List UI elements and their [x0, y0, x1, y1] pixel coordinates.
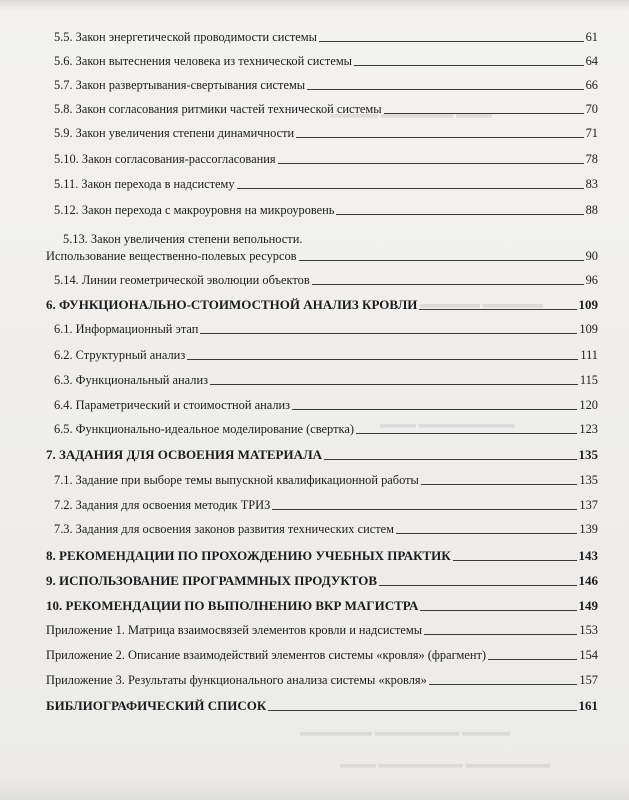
toc-chapter-title: 7. ЗАДАНИЯ ДЛЯ ОСВОЕНИЯ МАТЕРИАЛА [46, 447, 323, 462]
toc-entry-title: Приложение 2. Описание взаимодействий элементов системы «кровля» (фрагмент) [46, 648, 487, 662]
toc-entry-title: 5.13. Закон увеличения степени вепольности. [63, 232, 303, 246]
toc-appendix-2 [46, 648, 598, 663]
toc-entry-title: 5.7. Закон развертывания-свертывания системы [54, 78, 306, 92]
toc-page-number: 61 [585, 30, 598, 44]
toc-leader-line [429, 684, 578, 685]
toc-leader-line [424, 634, 577, 635]
toc-entry-6-2 [54, 348, 598, 363]
toc-bibliography [46, 698, 598, 714]
toc-entry-title: 6.2. Структурный анализ [54, 348, 186, 362]
toc-entry-5-7 [54, 78, 598, 93]
toc-chapter-8 [46, 548, 598, 564]
toc-chapter-7 [46, 447, 598, 463]
toc-leader-line [453, 560, 577, 561]
toc-entry-title: Приложение 1. Матрица взаимосвязей элементов кровли и надсистемы [46, 623, 423, 637]
toc-page-number: 109 [579, 322, 598, 336]
toc-entry-title: 6.1. Информационный этап [54, 322, 199, 336]
toc-entry-title: 5.10. Закон согласования-рассогласования [54, 152, 276, 166]
toc-page-number: 88 [585, 203, 598, 217]
toc-entry-5-13 [46, 249, 598, 264]
toc-chapter-6 [46, 297, 598, 313]
toc-leader-line [296, 137, 583, 138]
toc-entry-5-14 [54, 273, 598, 288]
show-through-text: ▬▬▬ ▬▬▬▬▬▬▬ ▬▬▬▬▬▬▬ [340, 761, 550, 775]
toc-entry-title: 5.5. Закон энергетической проводимости системы [54, 30, 317, 44]
toc-entry-5-10 [54, 152, 598, 167]
toc-entry-title: 5.6. Закон вытеснения человека из технической системы [54, 54, 353, 68]
toc-entry-continuation: Использование вещественно-полевых ресурсов [46, 249, 297, 263]
toc-page-number: 137 [579, 498, 598, 512]
toc-leader-line [312, 284, 584, 285]
toc-entry-title: 5.14. Линии геометрической эволюции объектов [54, 273, 310, 287]
toc-entry-title: 5.9. Закон увеличения степени динамичности [54, 126, 295, 140]
toc-leader-line [210, 384, 578, 385]
toc-entry-title: Приложение 3. Результаты функционального анализа системы «кровля» [46, 673, 427, 687]
toc-entry-title: 5.11. Закон перехода в надсистему [54, 177, 235, 191]
toc-leader-line [336, 214, 583, 215]
toc-entry-5-6 [54, 54, 598, 69]
toc-leader-line [200, 333, 577, 334]
toc-page-number: 149 [578, 598, 598, 613]
show-through-text: ▬▬▬▬▬▬ ▬▬▬▬▬▬▬ ▬▬▬▬ [300, 729, 510, 743]
toc-page-number: 139 [579, 522, 598, 536]
toc-entry-5-5 [54, 30, 598, 45]
show-through-text: ▬▬▬▬▬ ▬▬▬▬▬ [420, 301, 543, 315]
toc-entry-title: 7.3. Задания для освоения законов развития технических систем [54, 522, 394, 536]
toc-page-number: 109 [578, 297, 598, 312]
toc-entry-title: 6.4. Параметрический и стоимостной анализ [54, 398, 291, 412]
toc-entry-title: 6.5. Функционально-идеальное моделирование (свертка) [54, 422, 354, 436]
toc-entry-title: 7.2. Задания для освоения методик ТРИЗ [54, 498, 271, 512]
toc-entry-5-12 [54, 203, 598, 218]
toc-leader-line [488, 659, 577, 660]
toc-page-number: 71 [585, 126, 598, 140]
toc-appendix-3 [46, 673, 598, 688]
toc-entry-6-1 [54, 322, 598, 337]
toc-leader-line [384, 113, 584, 114]
toc-page-number: 153 [579, 623, 598, 637]
toc-page-number: 96 [585, 273, 598, 287]
toc-page-number: 70 [585, 102, 598, 116]
toc-chapter-title: 8. РЕКОМЕНДАЦИИ ПО ПРОХОЖДЕНИЮ УЧЕБНЫХ ПРАКТИК [46, 548, 451, 563]
toc-leader-line [272, 509, 577, 510]
toc-entry-title: 5.12. Закон перехода с макроуровня на микроуровень [54, 203, 335, 217]
toc-leader-line [420, 610, 576, 611]
toc-leader-line [268, 710, 576, 711]
toc-page-number: 78 [585, 152, 598, 166]
toc-leader-line [278, 163, 584, 164]
toc-page-number: 64 [585, 54, 598, 68]
toc-page-number: 161 [578, 698, 598, 713]
toc-chapter-title: 10. РЕКОМЕНДАЦИИ ПО ВЫПОЛНЕНИЮ ВКР МАГИСТРА [46, 598, 419, 613]
toc-page-number: 111 [580, 348, 598, 362]
toc-page-number: 120 [579, 398, 598, 412]
toc-leader-line [324, 459, 576, 460]
toc-leader-line [354, 65, 584, 66]
toc-page-number: 66 [585, 78, 598, 92]
toc-appendix-1 [46, 623, 598, 638]
toc-page-number: 143 [578, 548, 598, 563]
toc-page-number: 115 [579, 373, 598, 387]
toc-page-number: 83 [585, 177, 598, 191]
toc-leader-line [307, 89, 583, 90]
toc-entry-6-3 [54, 373, 598, 388]
toc-chapter-9 [46, 573, 598, 589]
toc-entry-title: 7.1. Задание при выборе темы выпускной квалификационной работы [54, 473, 419, 487]
toc-leader-line [299, 260, 584, 261]
toc-leader-line [292, 409, 577, 410]
toc-leader-line [419, 309, 576, 310]
show-through-text: ▬▬▬ ▬▬▬▬▬▬▬▬ [380, 421, 515, 435]
toc-page-number: 90 [585, 249, 598, 263]
toc-entry-6-4 [54, 398, 598, 413]
toc-page-number: 157 [579, 673, 598, 687]
toc-page-number: 146 [578, 573, 598, 588]
toc-entry-title: 5.8. Закон согласования ритмики частей технической системы [54, 102, 382, 116]
toc-page-number: 135 [578, 447, 598, 462]
toc-chapter-title: 9. ИСПОЛЬЗОВАНИЕ ПРОГРАММНЫХ ПРОДУКТОВ [46, 573, 378, 588]
toc-page-number: 123 [579, 422, 598, 436]
page-bottom-shadow [0, 775, 629, 800]
toc-entry-5-11 [54, 177, 598, 192]
toc-entry-5-8 [54, 102, 598, 117]
toc-leader-line [319, 41, 584, 42]
toc-leader-line [379, 585, 576, 586]
toc-entry-6-5 [54, 422, 598, 437]
toc-chapter-title: 6. ФУНКЦИОНАЛЬНО-СТОИМОСТНОЙ АНАЛИЗ КРОВЛИ [46, 297, 418, 312]
toc-entry-5-9 [54, 126, 598, 141]
toc-leader-line [421, 484, 578, 485]
toc-leader-line [187, 359, 578, 360]
toc-leader-line [396, 533, 577, 534]
show-through-text: ▬▬▬▬ ▬▬▬▬▬▬ ▬▬▬ [330, 111, 492, 125]
toc-entry-7-3 [54, 522, 598, 537]
toc-chapter-10 [46, 598, 598, 614]
toc-entry-7-1 [54, 473, 598, 488]
toc-page-number: 135 [579, 473, 598, 487]
toc-leader-line [237, 188, 584, 189]
toc-entry-title: 6.3. Функциональный анализ [54, 373, 208, 387]
toc-leader-line [356, 433, 577, 434]
toc-chapter-title: БИБЛИОГРАФИЧЕСКИЙ СПИСОК [46, 698, 267, 713]
toc-page-number: 154 [579, 648, 598, 662]
toc-entry-7-2 [54, 498, 598, 513]
